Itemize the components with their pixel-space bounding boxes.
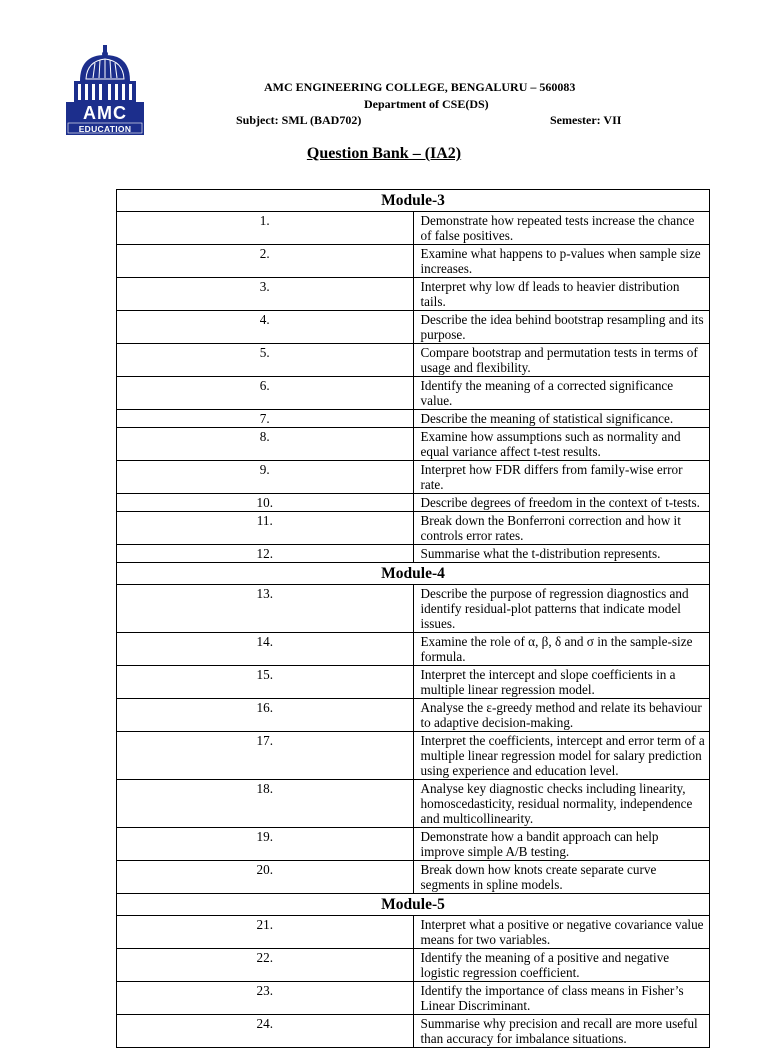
question-text: Interpret why low df leads to heavier distribution tails. xyxy=(413,278,710,311)
module-header-row xyxy=(117,563,710,585)
question-number: 4. xyxy=(117,311,414,344)
question-text: Identify the meaning of a corrected significance value. xyxy=(413,377,710,410)
question-number: 17. xyxy=(117,732,414,780)
college-name: AMC ENGINEERING COLLEGE, BENGALURU – 560083 xyxy=(264,80,576,94)
question-row xyxy=(117,916,710,949)
module-title: Module-3 xyxy=(117,190,710,212)
question-row xyxy=(117,377,710,410)
question-text: Analyse key diagnostic checks including linearity, homoscedasticity, residual normality, independence and multicollinearity. xyxy=(413,780,710,828)
semester-label: Semester: VII xyxy=(550,113,622,127)
question-row xyxy=(117,982,710,1015)
question-number: 8. xyxy=(117,428,414,461)
question-text: Identify the importance of class means in Fisher’s Linear Discriminant. xyxy=(413,982,710,1015)
question-row xyxy=(117,461,710,494)
question-row xyxy=(117,732,710,780)
question-text: Describe the purpose of regression diagnostics and identify residual-plot patterns that indicate model issues. xyxy=(413,585,710,633)
question-number: 14. xyxy=(117,633,414,666)
question-row xyxy=(117,494,710,512)
question-table xyxy=(116,189,710,1048)
question-number: 3. xyxy=(117,278,414,311)
question-number: 1. xyxy=(117,212,414,245)
question-number: 7. xyxy=(117,410,414,428)
question-text: Break down the Bonferroni correction and how it controls error rates. xyxy=(413,512,710,545)
question-text: Examine what happens to p-values when sample size increases. xyxy=(413,245,710,278)
module-header-row xyxy=(117,894,710,916)
question-text: Interpret what a positive or negative covariance value means for two variables. xyxy=(413,916,710,949)
question-text: Identify the meaning of a positive and negative logistic regression coefficient. xyxy=(413,949,710,982)
question-number: 15. xyxy=(117,666,414,699)
question-text: Describe the idea behind bootstrap resampling and its purpose. xyxy=(413,311,710,344)
department-name: Department of CSE(DS) xyxy=(364,97,489,111)
question-text: Describe degrees of freedom in the context of t-tests. xyxy=(413,494,710,512)
question-row xyxy=(117,861,710,894)
question-row xyxy=(117,780,710,828)
question-row xyxy=(117,545,710,563)
subject-label: Subject: SML (BAD702) xyxy=(236,113,362,127)
question-number: 20. xyxy=(117,861,414,894)
question-text: Summarise what the t-distribution represents. xyxy=(413,545,710,563)
question-row xyxy=(117,828,710,861)
question-row xyxy=(117,512,710,545)
page-title-text: Question Bank – (IA2) xyxy=(306,145,462,162)
question-row xyxy=(117,1015,710,1048)
question-text: Interpret the intercept and slope coefficients in a multiple linear regression model. xyxy=(413,666,710,699)
module-title: Module-4 xyxy=(117,563,710,585)
question-text: Compare bootstrap and permutation tests in terms of usage and flexibility. xyxy=(413,344,710,377)
question-text: Interpret the coefficients, intercept and error term of a multiple linear regression model for salary prediction using experience and education level. xyxy=(413,732,710,780)
question-text: Summarise why precision and recall are more useful than accuracy for imbalance situations. xyxy=(413,1015,710,1048)
question-text: Analyse the ε-greedy method and relate its behaviour to adaptive decision-making. xyxy=(413,699,710,732)
page-title xyxy=(0,144,768,164)
question-row xyxy=(117,428,710,461)
question-number: 10. xyxy=(117,494,414,512)
question-number: 12. xyxy=(117,545,414,563)
question-row xyxy=(117,212,710,245)
question-row xyxy=(117,311,710,344)
question-row xyxy=(117,633,710,666)
question-text: Examine how assumptions such as normality and equal variance affect t-test results. xyxy=(413,428,710,461)
question-number: 21. xyxy=(117,916,414,949)
question-row xyxy=(117,666,710,699)
question-row xyxy=(117,344,710,377)
question-text: Describe the meaning of statistical significance. xyxy=(413,410,710,428)
question-text: Demonstrate how repeated tests increase the chance of false positives. xyxy=(413,212,710,245)
question-row xyxy=(117,699,710,732)
question-number: 24. xyxy=(117,1015,414,1048)
question-row xyxy=(117,410,710,428)
question-text: Interpret how FDR differs from family-wise error rate. xyxy=(413,461,710,494)
logo-education-text: EDUCATION xyxy=(78,124,132,134)
question-text: Break down how knots create separate curve segments in spline models. xyxy=(413,861,710,894)
question-row xyxy=(117,245,710,278)
question-row xyxy=(117,949,710,982)
question-number: 19. xyxy=(117,828,414,861)
question-number: 16. xyxy=(117,699,414,732)
module-header-row xyxy=(117,190,710,212)
question-number: 9. xyxy=(117,461,414,494)
question-row xyxy=(117,585,710,633)
question-number: 6. xyxy=(117,377,414,410)
question-number: 18. xyxy=(117,780,414,828)
module-title: Module-5 xyxy=(117,894,710,916)
question-text: Examine the role of α, β, δ and σ in the sample-size formula. xyxy=(413,633,710,666)
logo-amc-text: AMC xyxy=(83,103,127,123)
question-text: Demonstrate how a bandit approach can help improve simple A/B testing. xyxy=(413,828,710,861)
question-number: 5. xyxy=(117,344,414,377)
amc-education-logo xyxy=(66,45,144,135)
question-number: 22. xyxy=(117,949,414,982)
question-row xyxy=(117,278,710,311)
question-number: 13. xyxy=(117,585,414,633)
question-number: 2. xyxy=(117,245,414,278)
question-number: 23. xyxy=(117,982,414,1015)
question-number: 11. xyxy=(117,512,414,545)
